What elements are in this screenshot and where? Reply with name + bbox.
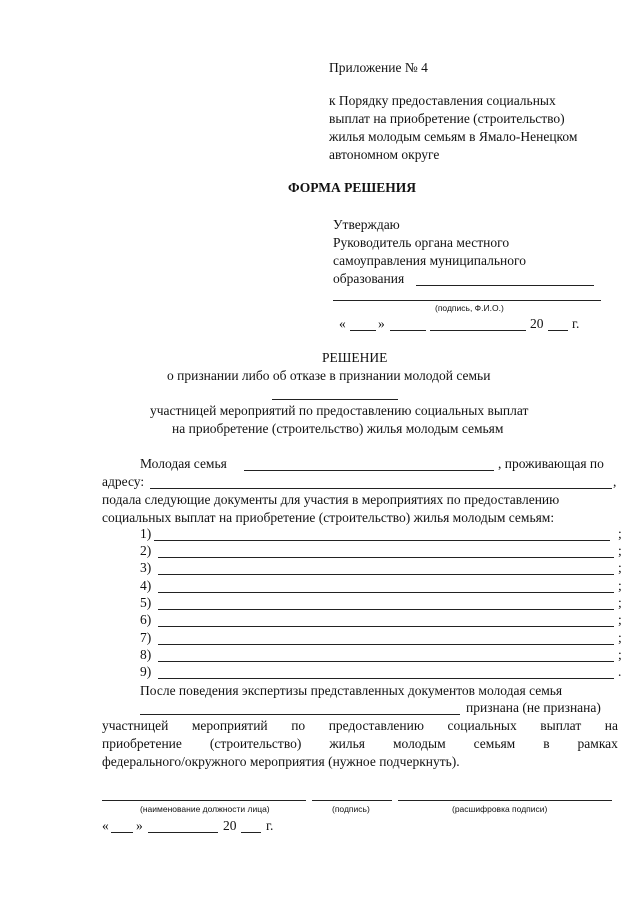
address-label: адресу: <box>102 474 145 489</box>
decision-subtitle-1: о признании либо об отказе в признании молодой семьи <box>167 368 491 383</box>
signature-footer-blank-line <box>312 800 392 801</box>
approval-day-line <box>350 330 376 331</box>
approval-month-line-2 <box>430 330 526 331</box>
item-line-6 <box>158 626 614 627</box>
after-line-3-word-6: выплат <box>540 718 582 733</box>
item-line-7 <box>158 644 614 645</box>
item-number-5: 5) <box>140 595 152 610</box>
after-line-3-word-2: мероприятий <box>191 718 268 733</box>
residing-text: , проживающая по <box>498 456 604 471</box>
appendix-title: Приложение № 4 <box>329 60 428 75</box>
item-number-7: 7) <box>140 630 152 645</box>
item-number-2: 2) <box>140 543 152 558</box>
family-label: Молодая семья <box>140 456 227 471</box>
after-line-3-word-7: на <box>604 718 618 733</box>
decision-title: РЕШЕНИЕ <box>322 350 388 365</box>
approval-month-line <box>390 330 426 331</box>
item-end-6: ; <box>618 612 622 627</box>
item-end-5: ; <box>618 595 622 610</box>
after-family-blank-line <box>140 714 460 715</box>
footer-month-line <box>148 832 218 833</box>
appendix-line-2: выплат на приобретение (строительство) <box>329 111 565 126</box>
after-line-4 <box>102 736 618 752</box>
item-number-1: 1) <box>140 526 152 541</box>
after-line-5: федерального/окружного мероприятия (нужное подчеркнуть). <box>102 754 460 769</box>
appendix-line-1: к Порядку предоставления социальных <box>329 93 556 108</box>
footer-year-suffix: г. <box>266 818 274 833</box>
after-line-4-word-5: семьям <box>473 736 516 751</box>
approval-line-1: Руководитель органа местного <box>333 235 510 250</box>
approval-line-3: образования <box>333 271 405 286</box>
footer-year-prefix: 20 <box>223 818 237 833</box>
item-line-9 <box>158 678 614 679</box>
after-line-1: После поведения экспертизы представленных документов молодая семья <box>140 683 563 698</box>
after-line-3-word-3: по <box>291 718 306 733</box>
after-line-4-word-7: рамках <box>577 736 618 751</box>
after-line-4-word-2: (строительство) <box>209 736 302 751</box>
approval-year-suffix: г. <box>572 316 580 331</box>
item-number-8: 8) <box>140 647 152 662</box>
signature-footer-caption: (подпись) <box>332 804 370 814</box>
approval-year-line <box>548 330 568 331</box>
position-blank-line <box>102 800 306 801</box>
municipality-blank-line <box>416 285 594 286</box>
signature-blank-line <box>333 300 601 301</box>
item-number-3: 3) <box>140 560 152 575</box>
approval-approve: Утверждаю <box>333 217 400 232</box>
form-title: ФОРМА РЕШЕНИЯ <box>288 180 416 195</box>
item-end-7: ; <box>618 630 622 645</box>
after-line-4-word-4: молодым <box>392 736 446 751</box>
item-number-4: 4) <box>140 578 152 593</box>
after-line-4-word-6: в <box>543 736 550 751</box>
appendix-line-4: автономном округе <box>329 147 440 162</box>
item-end-1: ; <box>618 526 622 541</box>
item-number-6: 6) <box>140 612 152 627</box>
address-comma: , <box>613 474 617 489</box>
footer-date-open: « <box>102 818 109 833</box>
item-line-5 <box>158 609 614 610</box>
decision-subtitle-3: на приобретение (строительство) жилья молодым семьям <box>172 421 504 436</box>
item-end-3: ; <box>618 560 622 575</box>
address-blank-line <box>150 488 612 489</box>
transcript-blank-line <box>398 800 612 801</box>
after-line-3 <box>102 718 618 734</box>
approval-date-close: » <box>378 316 385 331</box>
item-line-8 <box>158 661 614 662</box>
approval-line-2: самоуправления муниципального <box>333 253 526 268</box>
appendix-line-3: жилья молодым семьям в Ямало-Ненецком <box>329 129 578 144</box>
after-line-4-word-1: приобретение <box>102 736 182 751</box>
item-number-9: 9) <box>140 664 152 679</box>
item-line-2 <box>158 557 614 558</box>
footer-day-line <box>111 832 133 833</box>
after-line-4-word-3: жилья <box>329 736 365 751</box>
item-end-4: ; <box>618 578 622 593</box>
signature-caption: (подпись, Ф.И.О.) <box>435 303 504 313</box>
item-end-2: ; <box>618 543 622 558</box>
after-line-3-word-1: участницей <box>102 718 169 733</box>
item-line-3 <box>158 574 614 575</box>
recognized-text: признана (не признана) <box>466 700 601 715</box>
decision-subtitle-2: участницей мероприятий по предоставлению социальных выплат <box>150 403 529 418</box>
family-name-blank-line <box>272 399 398 400</box>
family-blank-line <box>244 470 494 471</box>
footer-year-line <box>241 832 261 833</box>
item-end-9: . <box>618 664 622 679</box>
submitted-line-2: социальных выплат на приобретение (строительство) жилья молодым семьям: <box>102 510 555 525</box>
after-line-3-word-4: предоставлению <box>328 718 424 733</box>
item-line-4 <box>158 592 614 593</box>
item-end-8: ; <box>618 647 622 662</box>
item-line-1 <box>154 540 610 541</box>
footer-date-close: » <box>136 818 143 833</box>
transcript-caption: (расшифровка подписи) <box>452 804 548 814</box>
position-caption: (наименование должности лица) <box>140 804 270 814</box>
approval-year-prefix: 20 <box>530 316 544 331</box>
after-line-3-word-5: социальных <box>447 718 517 733</box>
approval-date-open: « <box>339 316 346 331</box>
submitted-line-1: подала следующие документы для участия в мероприятиях по предоставлению <box>102 492 560 507</box>
